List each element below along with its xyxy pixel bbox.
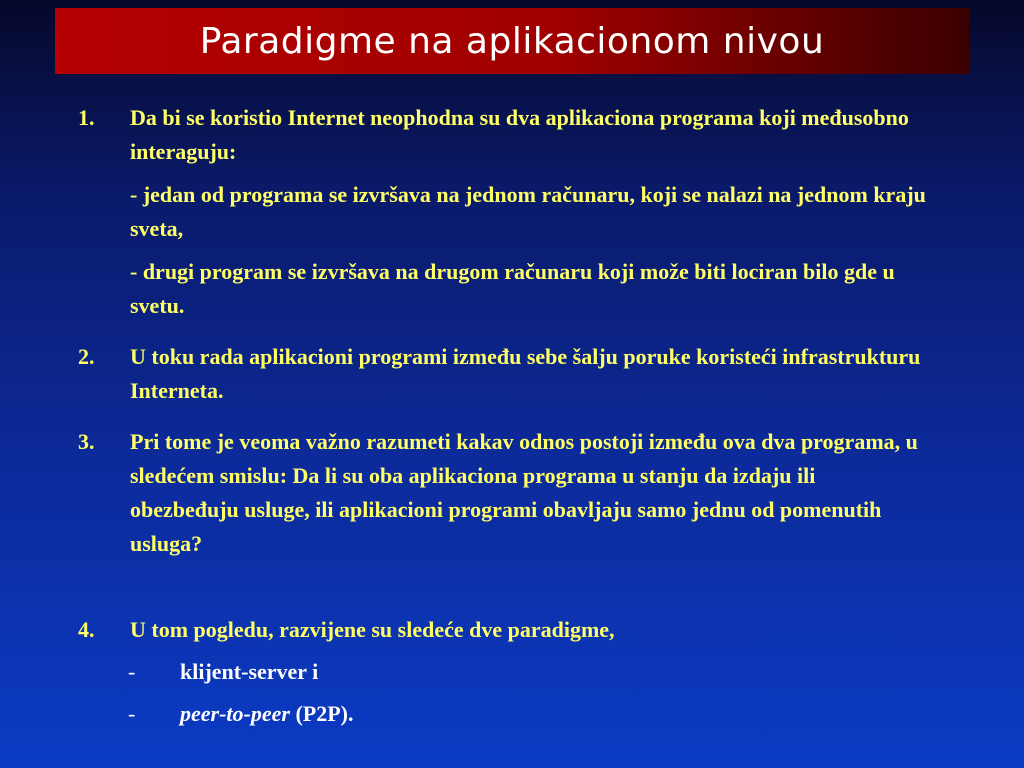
item-1-sub-1: - jedan od programa se izvršava na jednom računaru, koji se nalazi na jednom kraju sveta,	[130, 182, 926, 241]
item-4-text: U tom pogledu, razvijene su sledeće dve paradigme,	[130, 617, 615, 642]
dash-bullet: -	[128, 701, 136, 726]
dash-bullet: -	[128, 659, 136, 684]
item-1-sub-2: - drugi program se izvršava na drugom računaru koji može biti lociran bilo gde u svetu.	[130, 259, 895, 318]
term-suffix: (P2P).	[289, 701, 354, 726]
dash-item-text: klijent-server i	[180, 659, 319, 684]
item-number: 4.	[78, 617, 95, 642]
italic-term: peer-to-peer	[180, 701, 290, 726]
item-number: 2.	[78, 344, 95, 369]
item-number: 3.	[78, 429, 95, 454]
item-1-text: Da bi se koristio Internet neophodna su dva aplikaciona programa koji međusobno interaguju:	[130, 105, 909, 164]
item-3-text: Pri tome je veoma važno razumeti kakav odnos postoji između ova dva programa, u sledećem smislu: Da li su oba aplikaciona programa u stanju da izdaju ili obezbeđuju usluge, ili aplikacioni programi obavljaju samo jednu od pomenutih usluga?	[130, 429, 918, 556]
dash-item-text	[180, 697, 353, 731]
slide-title: Paradigme na aplikacionom nivou	[199, 20, 825, 62]
item-2-text: U toku rada aplikacioni programi između sebe šalju poruke koristeći infrastrukturu Interneta.	[130, 344, 921, 403]
item-number: 1.	[78, 105, 95, 130]
